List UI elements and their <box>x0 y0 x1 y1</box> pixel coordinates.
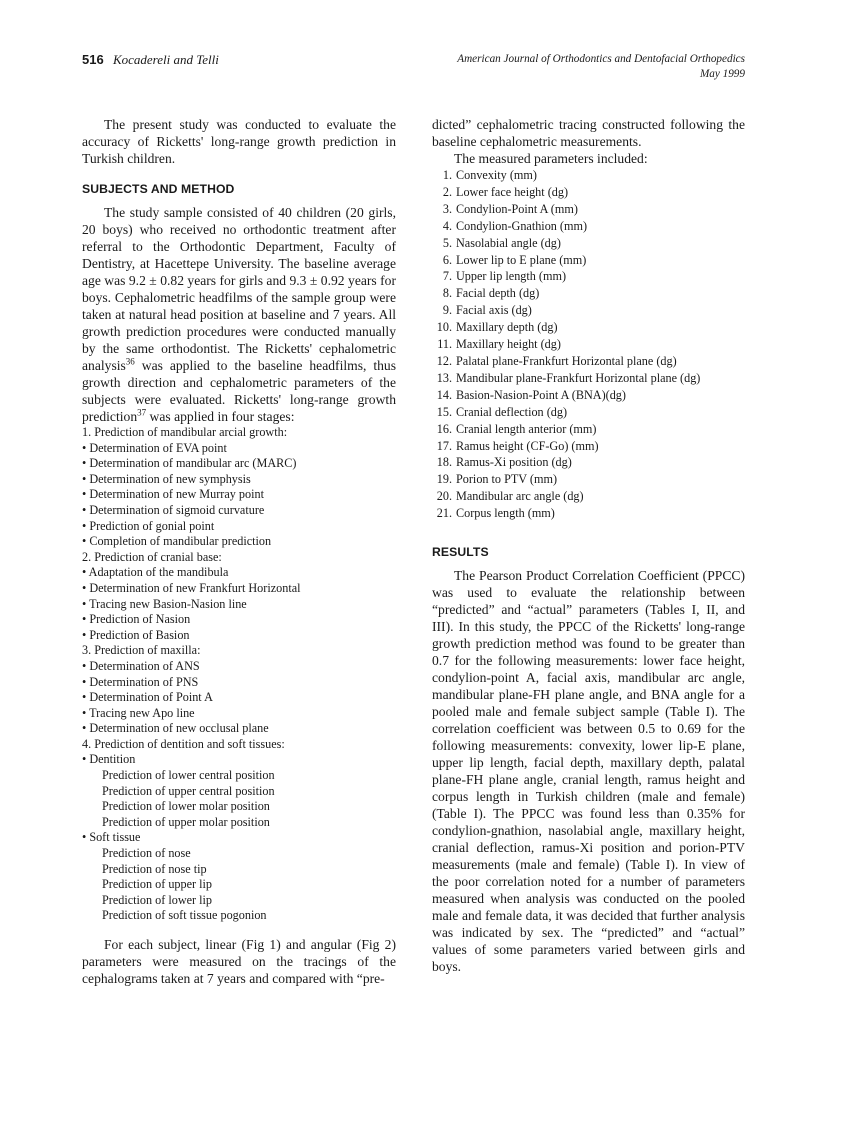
step-item: • Determination of PNS <box>82 674 199 689</box>
parameter-item: 13. Mandibular plane-Frankfurt Horizontal plane (dg) <box>436 370 701 385</box>
step-item: • Determination of Point A <box>82 690 213 705</box>
step-subitem: Prediction of lower lip <box>102 892 213 907</box>
step-subitem: Prediction of nose <box>102 846 191 861</box>
step-item: • Soft tissue <box>82 830 141 845</box>
citation-37: 37 <box>137 407 147 418</box>
step-item: • Tracing new Basion-Nasion line <box>82 596 247 611</box>
continuation-paragraph: dicted” cephalometric tracing constructed following the baseline cephalometric measurements. <box>432 117 745 149</box>
step-item: • Determination of new Murray point <box>82 487 264 502</box>
step-item: 1. Prediction of mandibular arcial growth: <box>82 425 288 439</box>
step-item: • Dentition <box>82 752 136 767</box>
parameter-item: 7. Upper lip length (mm) <box>442 269 567 284</box>
parameter-item: 21. Corpus length (mm) <box>436 506 555 521</box>
step-item: • Completion of mandibular prediction <box>82 534 272 549</box>
intro-paragraph: The present study was conducted to evaluate the accuracy of Ricketts' long-range growth prediction in Turkish children. <box>82 117 396 166</box>
parameter-item: 18. Ramus-Xi position (dg) <box>436 455 572 470</box>
right-column <box>432 116 745 975</box>
parameter-item: 5. Nasolabial angle (dg) <box>442 235 561 250</box>
step-item: 4. Prediction of dentition and soft tissues: <box>82 736 285 751</box>
parameter-item: 4. Condylion-Gnathion (mm) <box>442 218 588 233</box>
parameter-item: 15. Cranial deflection (dg) <box>436 404 567 419</box>
page-number: 516 <box>82 52 104 67</box>
step-item: • Prediction of Basion <box>82 627 190 642</box>
step-item: • Determination of new Frankfurt Horizontal <box>82 580 301 595</box>
parameter-item: 19. Porion to PTV (mm) <box>436 472 558 487</box>
step-subitem: Prediction of lower molar position <box>102 799 270 814</box>
step-item: 3. Prediction of maxilla: <box>82 643 201 658</box>
step-item: • Tracing new Apo line <box>82 705 195 720</box>
step-subitem: Prediction of soft tissue pogonion <box>102 908 267 923</box>
step-item: • Adaptation of the mandibula <box>82 565 229 580</box>
step-item: • Prediction of Nasion <box>82 612 191 627</box>
parameters-list <box>432 167 745 522</box>
left-column <box>82 116 396 987</box>
step-item: • Determination of mandibular arc (MARC) <box>82 456 297 471</box>
journal-title: American Journal of Orthodontics and Dentofacial Orthopedics <box>457 53 745 65</box>
parameters-intro: The measured parameters included: <box>454 151 648 166</box>
section-heading-results: RESULTS <box>432 545 489 560</box>
step-item: • Determination of new occlusal plane <box>82 721 269 736</box>
step-subitem: Prediction of upper central position <box>102 783 275 798</box>
closing-paragraph: For each subject, linear (Fig 1) and angular (Fig 2) parameters were measured on the tracings of the cephalograms taken at 7 years and compared with “pre- <box>82 937 396 986</box>
parameter-item: 11. Maxillary height (dg) <box>437 337 561 352</box>
step-item: • Determination of new symphysis <box>82 471 251 486</box>
citation-36: 36 <box>125 356 135 367</box>
parameter-item: 1. Convexity (mm) <box>442 168 537 182</box>
parameter-item: 17. Ramus height (CF-Go) (mm) <box>436 438 599 453</box>
step-item: 2. Prediction of cranial base: <box>82 549 222 564</box>
running-authors: Kocadereli and Telli <box>112 52 219 67</box>
running-header-right <box>457 52 745 82</box>
step-item: • Prediction of gonial point <box>82 518 215 533</box>
prediction-steps-list <box>82 425 396 924</box>
parameter-item: 14. Basion-Nasion-Point A (BNA)(dg) <box>436 387 626 402</box>
step-item: • Determination of sigmoid curvature <box>82 502 265 517</box>
parameter-item: 8. Facial depth (dg) <box>442 286 540 301</box>
parameter-item: 3. Condylion-Point A (mm) <box>442 201 578 216</box>
running-header-left <box>82 52 219 68</box>
parameter-item: 10. Maxillary depth (dg) <box>436 320 558 335</box>
step-subitem: Prediction of lower central position <box>102 768 275 783</box>
step-subitem: Prediction of nose tip <box>102 861 207 876</box>
parameter-item: 9. Facial axis (dg) <box>442 303 532 318</box>
methods-paragraph: The study sample consisted of 40 children (20 girls, 20 boys) who received no orthodontic treatment after referral to the Orthodontic Department, Faculty of Dentistry, at Hacettepe University. The baseline average age was 9.2 ± 0.82 years for girls and 9.3 ± 0.92 years for boys. Cephalometric headfilms of the sample group were taken at natural head position at baseline and 7 years. All growth prediction procedures were conducted manually by the same orthodontist. The Ricketts' cephalometric analysis$^{36}$ was applied to the baseline headfilms, thus growth direction and cephalometric parameters of the subjects were evaluated. Ricketts' long-range growth prediction$^{37}$ was applied in four stages: <box>82 205 396 424</box>
step-item: • Determination of ANS <box>82 658 200 673</box>
section-heading-methods: SUBJECTS AND METHOD <box>82 182 235 196</box>
step-item: • Determination of EVA point <box>82 440 227 455</box>
parameter-item: 2. Lower face height (dg) <box>442 184 569 199</box>
results-paragraph: The Pearson Product Correlation Coefficient (PPCC) was used to evaluate the relationship between “predicted” and “actual” parameters (Tables I, II, and III). In this study, the PPCC of the Ricketts' long-range growth prediction method was found to be greater than 0.7 for the following measurements: lower face height, condylion-point A, facial axis, mandibular arc angle, mandibular plane-FH plane angle, and BNA angle for a pooled male and female subject sample (Table I). The correlation coefficient was between 0.5 to 0.69 for the following measurements: convexity, lower lip-E plane, upper lip length, facial depth, maxillary depth, palatal plane-FH plane angle, cranial length, ramus height and corpus length in Turkish children (male and female) (Table I). The PPCC was found less than 0.35% for condylion-gnathion, nasolabial angle, maxillary height, cranial deflection, ramus-Xi position and porion-PTV measurements (male and female) (Table I). In view of the poor correlation noted for a number of parameters measured when analysis was conducted on the pooled male and female data, it was decided that further analysis was indicated by sex. The “predicted” and “actual” values of some parameters varied between girls and boys. <box>432 568 745 975</box>
parameter-item: 16. Cranial length anterior (mm) <box>436 421 597 436</box>
step-subitem: Prediction of upper lip <box>102 877 213 892</box>
step-subitem: Prediction of upper molar position <box>102 814 270 829</box>
parameter-item: 20. Mandibular arc angle (dg) <box>436 489 584 504</box>
issue-date: May 1999 <box>699 68 745 80</box>
parameter-item: 12. Palatal plane-Frankfurt Horizontal plane (dg) <box>436 353 677 368</box>
parameter-item: 6. Lower lip to E plane (mm) <box>442 252 587 267</box>
